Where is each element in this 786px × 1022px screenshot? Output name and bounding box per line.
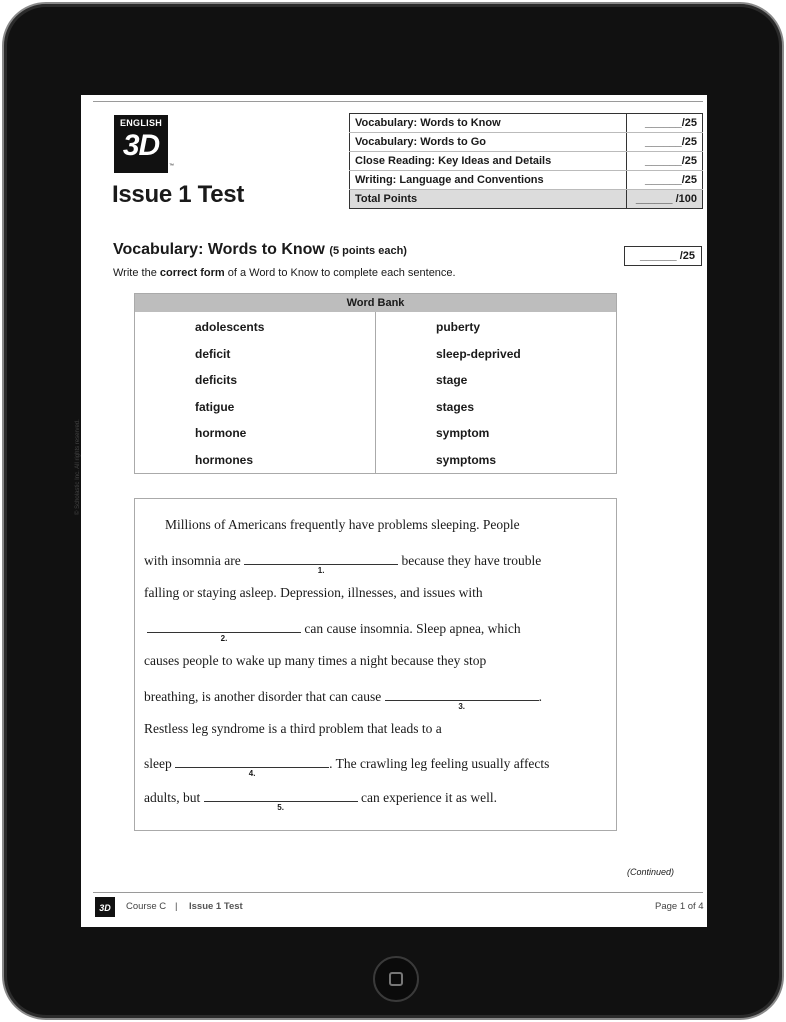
instructions-pre: Write the <box>113 267 160 279</box>
word-bank-word: fatigue <box>195 400 235 414</box>
passage-line: Millions of Americans frequently have problems sleeping. People <box>165 517 520 532</box>
top-rule <box>93 101 703 102</box>
logo-trademark: ™ <box>169 163 174 169</box>
section-title <box>113 241 407 259</box>
document-page <box>75 95 707 927</box>
passage-text: sleep <box>144 756 176 771</box>
passage-text: adults, but <box>144 790 204 805</box>
passage-line: causes people to wake up many times a night because they stop <box>144 653 487 668</box>
answer-blank-3[interactable] <box>385 687 539 711</box>
footer-logo-line2: 3D <box>99 903 111 913</box>
blank-number: 2. <box>220 634 228 643</box>
passage-box <box>134 498 617 831</box>
passage-line <box>147 619 521 643</box>
answer-blank-4[interactable] <box>175 754 329 778</box>
score-label: Vocabulary: Words to Go <box>350 133 627 152</box>
continued-note: (Continued) <box>627 867 675 877</box>
passage-line: falling or staying asleep. Depression, illnesses, and issues with <box>144 585 483 600</box>
total-points: ______ /100 <box>627 190 703 209</box>
word-bank-word: adolescents <box>195 320 265 334</box>
copyright-vertical: © Scholastic Inc. All rights reserved. <box>75 419 81 515</box>
passage-line <box>144 788 498 812</box>
footer-issue: Issue 1 Test <box>189 901 243 912</box>
score-points: ______/25 <box>627 171 703 190</box>
passage-text: can experience it as well. <box>357 790 498 805</box>
answer-blank-2[interactable] <box>147 619 301 643</box>
passage-line <box>144 754 550 778</box>
word-bank-word: stages <box>436 400 475 414</box>
passage-line <box>144 687 543 711</box>
score-row <box>350 133 703 152</box>
word-bank-right-column <box>376 312 617 473</box>
word-bank-word: sleep-deprived <box>436 347 521 361</box>
page-title: Issue 1 Test <box>112 181 245 208</box>
total-label: Total Points <box>350 190 627 209</box>
word-bank-word: symptoms <box>436 453 497 467</box>
score-row <box>350 171 703 190</box>
word-bank-word: puberty <box>436 320 481 334</box>
section-title-text: Vocabulary: Words to Know <box>113 241 325 258</box>
score-points: ______/25 <box>627 152 703 171</box>
total-points-row <box>350 190 703 209</box>
passage-text: breathing, is another disorder that can cause <box>144 689 385 704</box>
score-label: Close Reading: Key Ideas and Details <box>350 152 627 171</box>
score-table <box>349 113 703 209</box>
answer-blank-1[interactable] <box>244 551 398 575</box>
home-button[interactable] <box>373 956 419 1002</box>
answer-blank-5[interactable] <box>204 788 358 812</box>
points-note: (5 points each) <box>329 245 407 257</box>
passage-text: with insomnia are <box>144 553 245 568</box>
logo-line1: ENGLISH <box>119 118 163 128</box>
word-bank-word: hormone <box>195 426 247 440</box>
footer-rule <box>93 892 703 893</box>
passage-text: . <box>538 689 543 704</box>
word-bank-word: hormones <box>195 453 254 467</box>
word-bank-word: stage <box>436 373 468 387</box>
english-3d-logo <box>114 115 168 173</box>
passage-text: because they have trouble <box>398 553 542 568</box>
footer-logo-line1: ENGLISH <box>97 893 113 897</box>
word-bank <box>134 293 617 474</box>
word-bank-word: deficit <box>195 347 231 361</box>
footer-course: Course C <box>126 901 167 912</box>
score-points: ______/25 <box>627 114 703 133</box>
logo-line2: 3D <box>122 129 160 162</box>
score-row <box>350 114 703 133</box>
score-label: Vocabulary: Words to Know <box>350 114 627 133</box>
page-number: Page 1 of 4 <box>655 901 704 912</box>
word-bank-left-column <box>135 312 376 473</box>
instructions-bold: correct form <box>159 267 225 279</box>
blank-number: 5. <box>277 803 284 812</box>
blank-number: 4. <box>248 769 256 778</box>
section-score-box[interactable]: ______ /25 <box>624 246 702 266</box>
footer-logo <box>95 893 115 917</box>
score-points: ______/25 <box>627 133 703 152</box>
word-bank-header: Word Bank <box>135 294 616 312</box>
footer-separator: | <box>175 901 178 912</box>
blank-number: 3. <box>458 702 465 711</box>
word-bank-word: symptom <box>436 426 490 440</box>
word-bank-word: deficits <box>195 373 238 387</box>
instructions-post: of a Word to Know to complete each sentence. <box>224 267 456 279</box>
instructions <box>113 267 456 279</box>
score-label: Writing: Language and Conventions <box>350 171 627 190</box>
passage-text: . The crawling leg feeling usually affects <box>329 756 550 771</box>
blank-number: 1. <box>317 566 325 575</box>
home-square-icon <box>389 972 403 986</box>
passage-text: can cause insomnia. Sleep apnea, which <box>301 621 521 636</box>
score-row <box>350 152 703 171</box>
passage-line <box>144 551 542 575</box>
passage-line: Restless leg syndrome is a third problem that leads to a <box>144 721 442 736</box>
